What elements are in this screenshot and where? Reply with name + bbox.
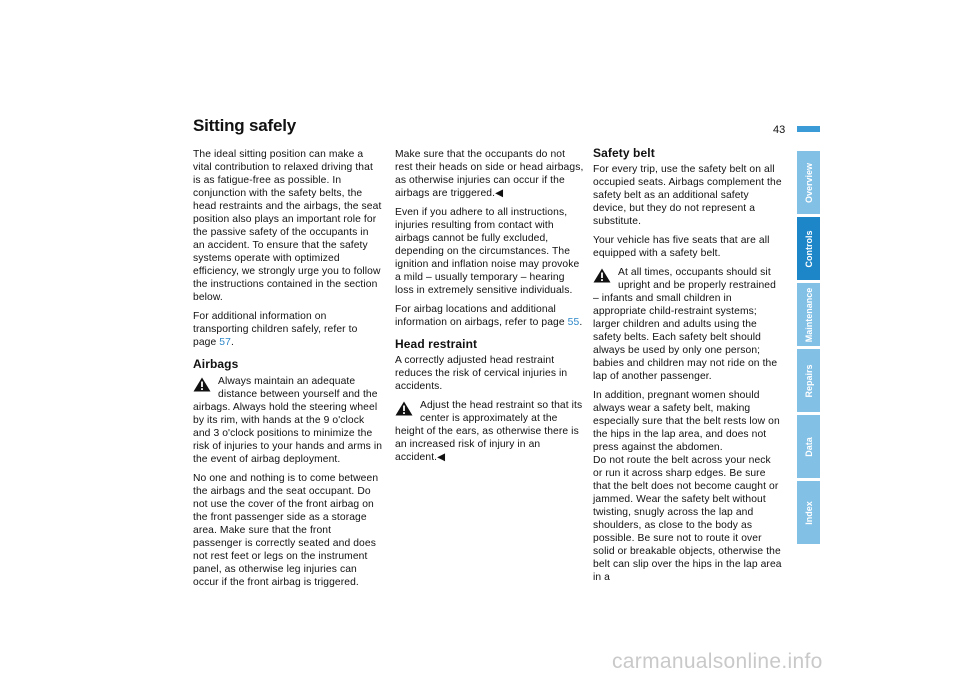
column-1 bbox=[193, 148, 383, 595]
tab-maintenance-label: Maintenance bbox=[803, 287, 814, 342]
locations-end: . bbox=[579, 317, 583, 328]
page-number-bar bbox=[797, 126, 820, 132]
locations-text: For airbag locations and additional information on airbags, refer to page bbox=[395, 304, 565, 328]
transport-end: . bbox=[230, 337, 234, 348]
tab-data-label: Data bbox=[803, 436, 814, 457]
safety-belt-warning bbox=[593, 266, 783, 383]
head-restraint-warning-text: Adjust the head restraint so that its center is approximately at the height of the ears, as otherwise there is an increased risk of injury in an accident.◀ bbox=[395, 400, 583, 463]
tab-index[interactable] bbox=[797, 481, 820, 544]
tab-data[interactable] bbox=[797, 415, 820, 478]
pregnant-paragraph: In addition, pregnant women should always wear a safety belt, making especially sure that the belt rests low on the hips in the lap area, and does not press against the abdomen. bbox=[593, 390, 780, 453]
warning-triangle-icon bbox=[193, 377, 211, 392]
seats-paragraph: Your vehicle has five seats that are all equipped with a safety belt. bbox=[593, 235, 770, 259]
page-number: 43 bbox=[773, 124, 786, 136]
page-link-57[interactable]: 57 bbox=[219, 337, 231, 348]
airbags-warning-text: Always maintain an adequate distance between yourself and the airbags. Always hold the steering wheel by its rim, with hands at the 9 o'clock and 3 o'clock positions to minimize the risk of injuries to your hands and arms in the event of airbag deployment. bbox=[193, 376, 383, 465]
airbags-heading: Airbags bbox=[193, 357, 239, 371]
transport-text: For additional information on transporting children safely, refer to page bbox=[193, 311, 358, 348]
column-2 bbox=[395, 148, 585, 470]
watermark: carmanualsonline.info bbox=[612, 650, 823, 673]
page-title: Sitting safely bbox=[193, 116, 297, 135]
transport-paragraph bbox=[193, 310, 383, 349]
tab-index-label: Index bbox=[803, 500, 814, 525]
column-3 bbox=[593, 146, 783, 590]
warning-triangle-icon bbox=[593, 268, 611, 283]
safety-belt-warning-text: At all times, occupants should sit upright and be properly restrained – infants and small children in appropriate child-restraint systems; larger children and adults using the safety belts. Each safety belt should always be used by only one person; babies and children may not ride on the lap of another passenger. bbox=[593, 267, 778, 382]
tab-overview[interactable] bbox=[797, 151, 820, 214]
head-restraint-heading: Head restraint bbox=[395, 337, 478, 351]
tab-overview-label: Overview bbox=[803, 162, 814, 203]
tab-maintenance[interactable] bbox=[797, 283, 820, 346]
safety-belt-heading: Safety belt bbox=[593, 146, 655, 160]
locations-paragraph bbox=[395, 303, 585, 329]
tab-controls-label: Controls bbox=[803, 230, 814, 267]
section-tabs bbox=[797, 151, 820, 547]
intro-paragraph: The ideal sitting position can make a vital contribution to relaxed driving that is as fatigue-free as possible. In conjunction with the safety belts, the head restraints and the airbags, the seat position also plays an important role for the passive safety of the occupants in an accident. To ensure that the safety systems operate with optimized efficiency, we strongly urge you to follow the instructions contained in the section below. bbox=[193, 149, 382, 303]
warning-triangle-icon bbox=[395, 401, 413, 416]
head-restraint-warning bbox=[395, 399, 585, 464]
tab-controls[interactable] bbox=[797, 217, 820, 280]
head-restraint-paragraph: A correctly adjusted head restraint reduces the risk of cervical injuries in accidents. bbox=[395, 355, 568, 392]
noise-paragraph: Even if you adhere to all instructions, injuries resulting from contact with airbags cannot be fully excluded, depending on the circumstances. The ignition and inflation noise may provoke a mild – usually temporary – hearing loss in extremely sensitive individuals. bbox=[395, 207, 580, 296]
safety-belt-paragraph: For every trip, use the safety belt on all occupied seats. Airbags complement the safety belt as an additional safety device, but they do not represent a substitute. bbox=[593, 164, 782, 227]
continued-paragraph: Make sure that the occupants do not rest their heads on side or head airbags, as otherwise injuries can occur if the airbags are triggered.◀ bbox=[395, 149, 584, 199]
page-link-55[interactable]: 55 bbox=[567, 317, 580, 328]
routing-paragraph: Do not route the belt across your neck or run it across sharp edges. Be sure that the belt does not become caught or jammed. Wear the safety belt without twisting, snugly across the lap and shoulders, as close to the body as possible. Be sure not to route it over solid or breakable objects, otherwise the belt can slip over the hips in the lap area in a bbox=[593, 455, 782, 583]
airbags-warning-continued: No one and nothing is to come between the airbags and the seat occupant. Do not use the cover of the front airbag on the front passenger side as a storage area. Make sure that the front passenger is correctly seated and does not rest feet or legs on the instrument panel, as otherwise leg injuries can occur if the front airbag is triggered. bbox=[193, 473, 379, 588]
tab-repairs[interactable] bbox=[797, 349, 820, 412]
tab-repairs-label: Repairs bbox=[803, 363, 814, 398]
airbags-warning bbox=[193, 375, 383, 466]
